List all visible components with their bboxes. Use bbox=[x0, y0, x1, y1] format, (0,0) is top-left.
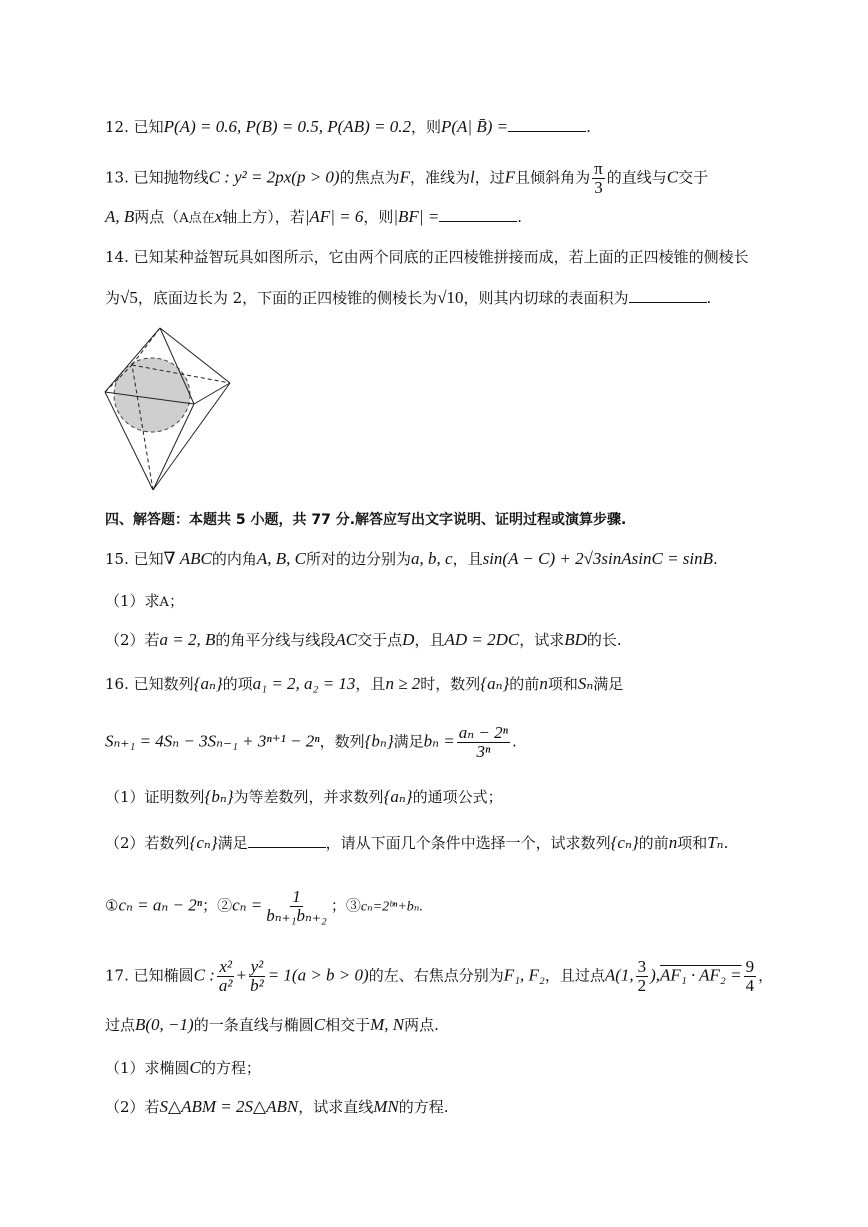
q15-text: 的内角 bbox=[211, 550, 257, 568]
q16-text: ，数列 bbox=[319, 732, 365, 751]
q17-point-a: A(1, bbox=[604, 965, 634, 985]
section-heading: 四、解答题：本题共 5 小题，共 77 分.解答应写出文字说明、证明过程或演算步骤. bbox=[105, 512, 627, 528]
q16-part1-end: 的通项公式； bbox=[412, 788, 503, 806]
q16-b-def: bₙ = bbox=[423, 731, 455, 751]
q16-sum-t: Tₙ bbox=[707, 833, 724, 852]
q17-part1-text: （1）求椭圆 bbox=[105, 1059, 190, 1077]
q13-ask: |BF| = bbox=[393, 207, 440, 226]
q15-part2-text: ，且 bbox=[414, 631, 445, 649]
q17-text: ， bbox=[758, 966, 774, 985]
q17-dot-fraction bbox=[744, 958, 757, 995]
answer-blank bbox=[629, 287, 707, 303]
fraction-denominator: 4 bbox=[745, 976, 755, 995]
answer-blank bbox=[508, 116, 586, 132]
question-15-line-1 bbox=[105, 548, 808, 570]
q17-point-b: B(0, −1) bbox=[135, 1015, 194, 1034]
fraction-numerator: 3 bbox=[637, 957, 647, 976]
q13-angle-fraction bbox=[592, 160, 605, 197]
q17-text: 过点 bbox=[105, 1016, 136, 1034]
q16-text: 的前 bbox=[509, 675, 540, 693]
q16-condition: n ≥ 2 bbox=[385, 674, 421, 693]
fraction-denominator: a² bbox=[218, 976, 233, 995]
q13-text: ，准线为 bbox=[410, 168, 471, 187]
q13-text: 两点（ bbox=[134, 208, 180, 226]
q13-text: 且倾斜角为 bbox=[515, 168, 591, 187]
q16-part2-end: . bbox=[723, 834, 729, 852]
q16-number: 16. bbox=[105, 675, 134, 693]
question-17-line-2 bbox=[105, 1014, 808, 1036]
q16-part2-text: ，请从下面几个条件中选择一个，试求数列 bbox=[325, 834, 611, 852]
question-16-conditions bbox=[105, 888, 808, 925]
q12-ask: P(A| B̄) = bbox=[440, 117, 509, 136]
q16-text: 的项 bbox=[222, 675, 253, 693]
q13-text: 交于 bbox=[678, 168, 709, 187]
q16-part2-text: 满足 bbox=[217, 834, 248, 852]
q13-parabola: C : y² = 2px(p > 0) bbox=[208, 167, 340, 187]
q15-triangle: ∇ ABC bbox=[163, 549, 212, 568]
fraction-numerator: y² bbox=[250, 957, 264, 976]
q13-directrix: l bbox=[470, 167, 475, 187]
q15-end: . bbox=[713, 550, 718, 568]
q16-seq-a: {aₙ} bbox=[480, 674, 510, 693]
q15-part2-text: 交于点 bbox=[357, 631, 403, 649]
q17-area-condition: S△ABM = 2S△ABN bbox=[159, 1097, 299, 1116]
q17-part1-end: 的方程； bbox=[200, 1059, 261, 1077]
bipyramid-figure bbox=[100, 325, 240, 499]
condition-3-marker: ；③ bbox=[330, 896, 361, 915]
q17-point-a-fraction bbox=[636, 958, 649, 995]
q12-text: ，则 bbox=[410, 118, 441, 136]
q17-ellipse: C : bbox=[193, 965, 215, 985]
q17-text: 已知椭圆 bbox=[133, 966, 194, 985]
q13-text: 已知抛物线 bbox=[133, 168, 209, 187]
q13-curve: C bbox=[666, 167, 679, 187]
question-13-line-2 bbox=[105, 206, 808, 230]
q17-equation: = 1(a > b > 0) bbox=[267, 965, 369, 985]
q15-point: D bbox=[402, 630, 415, 649]
condition-3: cₙ=2ᵇⁿ+bₙ. bbox=[360, 899, 423, 915]
condition-2: cₙ = bbox=[232, 895, 263, 915]
question-17-part-1 bbox=[105, 1057, 808, 1079]
fraction-denominator: 3 bbox=[594, 178, 603, 197]
q17-ellipse: C bbox=[313, 1015, 326, 1034]
question-16-part-1 bbox=[105, 786, 808, 808]
q17-part2-end: 的方程. bbox=[398, 1098, 449, 1116]
q15-ratio: AD = 2DC bbox=[444, 630, 520, 649]
q12-number: 12. bbox=[105, 118, 134, 136]
q16-seq-c: {cₙ} bbox=[189, 833, 218, 852]
q15-part2-text: ，试求 bbox=[519, 631, 565, 649]
q16-b-fraction bbox=[457, 724, 510, 761]
q16-part2-text: （2）若数列 bbox=[105, 834, 190, 852]
question-17-line-1 bbox=[105, 958, 808, 995]
question-17-part-2 bbox=[105, 1096, 808, 1118]
q17-part2-text: （2）若 bbox=[105, 1098, 160, 1116]
question-14-line-2 bbox=[105, 287, 808, 309]
q12-end: . bbox=[586, 118, 591, 136]
q14-edge-upper: √5 bbox=[120, 288, 138, 307]
question-16-line-1 bbox=[105, 673, 808, 695]
q16-part2-text: 的前 bbox=[638, 834, 669, 852]
q15-part2-given: a = 2, B bbox=[159, 630, 216, 649]
q13-text: 轴上方），若 bbox=[222, 208, 305, 226]
q13-end: . bbox=[517, 208, 522, 226]
condition-2-fraction bbox=[264, 888, 329, 925]
q14-text: 已知某种益智玩具如图所示，它由两个同底的正四棱锥拼接而成，若上面的正四棱锥的侧棱长 bbox=[133, 248, 749, 266]
q15-sides: a, b, c bbox=[411, 549, 453, 568]
q15-angles: A, B, C bbox=[256, 549, 306, 568]
q13-text: A点在 bbox=[179, 211, 215, 226]
question-12 bbox=[105, 116, 808, 138]
q15-equation: sin(A − C) + 2√3sinAsinC = sinB bbox=[482, 549, 714, 568]
fraction-denominator: 3ⁿ bbox=[476, 742, 491, 761]
q15-text: 已知 bbox=[133, 550, 164, 568]
question-16-part-2 bbox=[105, 832, 808, 854]
q13-text: ，过 bbox=[474, 168, 505, 187]
condition-1: cₙ = aₙ − 2ⁿ bbox=[118, 895, 203, 915]
q14-text: ，则其内切球的表面积为 bbox=[463, 289, 629, 307]
q13-number: 13. bbox=[105, 168, 134, 187]
q17-dot-product: AF₁ · AF₂ = bbox=[660, 965, 742, 985]
fraction-denominator: b² bbox=[250, 976, 264, 995]
q16-seq-c: {cₙ} bbox=[610, 833, 639, 852]
q13-points: A, B bbox=[105, 207, 135, 226]
q14-text: 为 bbox=[105, 289, 121, 307]
q17-number: 17. bbox=[105, 966, 134, 985]
q16-part1-text: （1）证明数列 bbox=[105, 788, 205, 806]
q16-seq-b: {bₙ} bbox=[204, 787, 234, 806]
q17-points-mn: M, N bbox=[370, 1015, 405, 1034]
q13-condition: |AF| = 6 bbox=[304, 207, 364, 226]
q17-text: 的左、右焦点分别为 bbox=[368, 966, 504, 985]
q17-part2-text: ，试求直线 bbox=[298, 1098, 374, 1116]
fraction-denominator: 2 bbox=[637, 976, 647, 995]
q17-foci: F₁, F₂ bbox=[503, 965, 545, 985]
question-13-line-1 bbox=[105, 160, 808, 197]
q16-initial: a₁ = 2, a₂ = 13 bbox=[252, 674, 356, 693]
q16-text: ，且 bbox=[355, 675, 386, 693]
q15-target: BD bbox=[564, 630, 587, 649]
fraction-denominator: bₙ₊₁bₙ₊₂ bbox=[266, 906, 327, 925]
q16-seq-a: {aₙ} bbox=[383, 787, 413, 806]
q17-line-mn: MN bbox=[373, 1097, 399, 1116]
fraction-numerator: 1 bbox=[292, 887, 301, 906]
q16-seq-b: {bₙ} bbox=[364, 731, 394, 751]
q15-part1-end: ； bbox=[168, 592, 184, 610]
q14-end: . bbox=[706, 289, 712, 307]
q14-number: 14. bbox=[105, 248, 134, 266]
q16-sum: Sₙ bbox=[577, 674, 594, 693]
fraction-numerator: 9 bbox=[745, 957, 755, 976]
q16-end: . bbox=[511, 732, 517, 751]
answer-blank bbox=[439, 206, 517, 222]
q16-text: 已知数列 bbox=[133, 675, 194, 693]
q17-point-a-close: ), bbox=[650, 965, 661, 985]
question-14-line-1 bbox=[105, 246, 808, 268]
q12-given: P(A) = 0.6, P(B) = 0.5, P(AB) = 0.2 bbox=[163, 117, 411, 136]
question-15-part-2 bbox=[105, 629, 808, 651]
question-16-line-2 bbox=[105, 724, 808, 761]
q17-text: 的一条直线与椭圆 bbox=[193, 1016, 314, 1034]
q15-part2-text: 的角平分线与线段 bbox=[215, 631, 336, 649]
q16-text: 满足 bbox=[593, 675, 624, 693]
q15-number: 15. bbox=[105, 550, 134, 568]
q16-n: n bbox=[539, 674, 548, 693]
q16-text: 项和 bbox=[547, 675, 578, 693]
q15-part2-text: （2）若 bbox=[105, 631, 160, 649]
q17-text: ，且过点 bbox=[544, 966, 605, 985]
q17-x-fraction bbox=[217, 958, 235, 995]
fraction-numerator: aₙ − 2ⁿ bbox=[458, 723, 508, 742]
q13-axis: x bbox=[214, 207, 223, 226]
q16-n: n bbox=[668, 833, 678, 852]
q12-text: 已知 bbox=[133, 118, 164, 136]
bipyramid-diagram bbox=[100, 325, 240, 495]
fraction-numerator: x² bbox=[219, 957, 233, 976]
condition-1-marker: ① bbox=[105, 896, 119, 915]
q15-part2-end: 的长. bbox=[586, 631, 622, 649]
q15-text: ，且 bbox=[452, 550, 483, 568]
q13-focus: F bbox=[399, 167, 410, 187]
q13-text: 的直线与 bbox=[606, 168, 667, 187]
q16-text: 时，数列 bbox=[420, 675, 481, 693]
q13-text: 的焦点为 bbox=[339, 168, 400, 187]
q16-recurrence: Sₙ₊₁ = 4Sₙ − 3Sₙ₋₁ + 3ⁿ⁺¹ − 2ⁿ bbox=[105, 731, 320, 751]
q16-text: 满足 bbox=[393, 732, 424, 751]
q16-part1-text: 为等差数列，并求数列 bbox=[233, 788, 384, 806]
q15-segment: AC bbox=[335, 630, 358, 649]
answer-blank bbox=[248, 832, 326, 848]
q16-seq-a: {aₙ} bbox=[193, 674, 223, 693]
q13-text: ，则 bbox=[363, 208, 394, 226]
fraction-numerator: π bbox=[594, 159, 603, 178]
q14-text: ，底面边长为 2，下面的正四棱锥的侧棱长为 bbox=[137, 289, 438, 307]
q15-text: 所对的边分别为 bbox=[306, 550, 412, 568]
q17-text: 相交于 bbox=[325, 1016, 371, 1034]
q15-part1-var: A bbox=[159, 595, 169, 610]
condition-2-marker: ；② bbox=[202, 896, 233, 915]
q17-ellipse: C bbox=[189, 1058, 201, 1077]
q13-focus: F bbox=[504, 167, 516, 187]
q15-part1-text: （1）求 bbox=[105, 592, 160, 610]
q17-y-fraction bbox=[248, 958, 266, 995]
q17-text: 两点. bbox=[404, 1016, 439, 1034]
q16-part2-text: 项和 bbox=[677, 834, 708, 852]
question-15-part-1 bbox=[105, 590, 808, 614]
q14-edge-lower: √10 bbox=[437, 288, 464, 307]
q17-plus: + bbox=[236, 965, 247, 985]
